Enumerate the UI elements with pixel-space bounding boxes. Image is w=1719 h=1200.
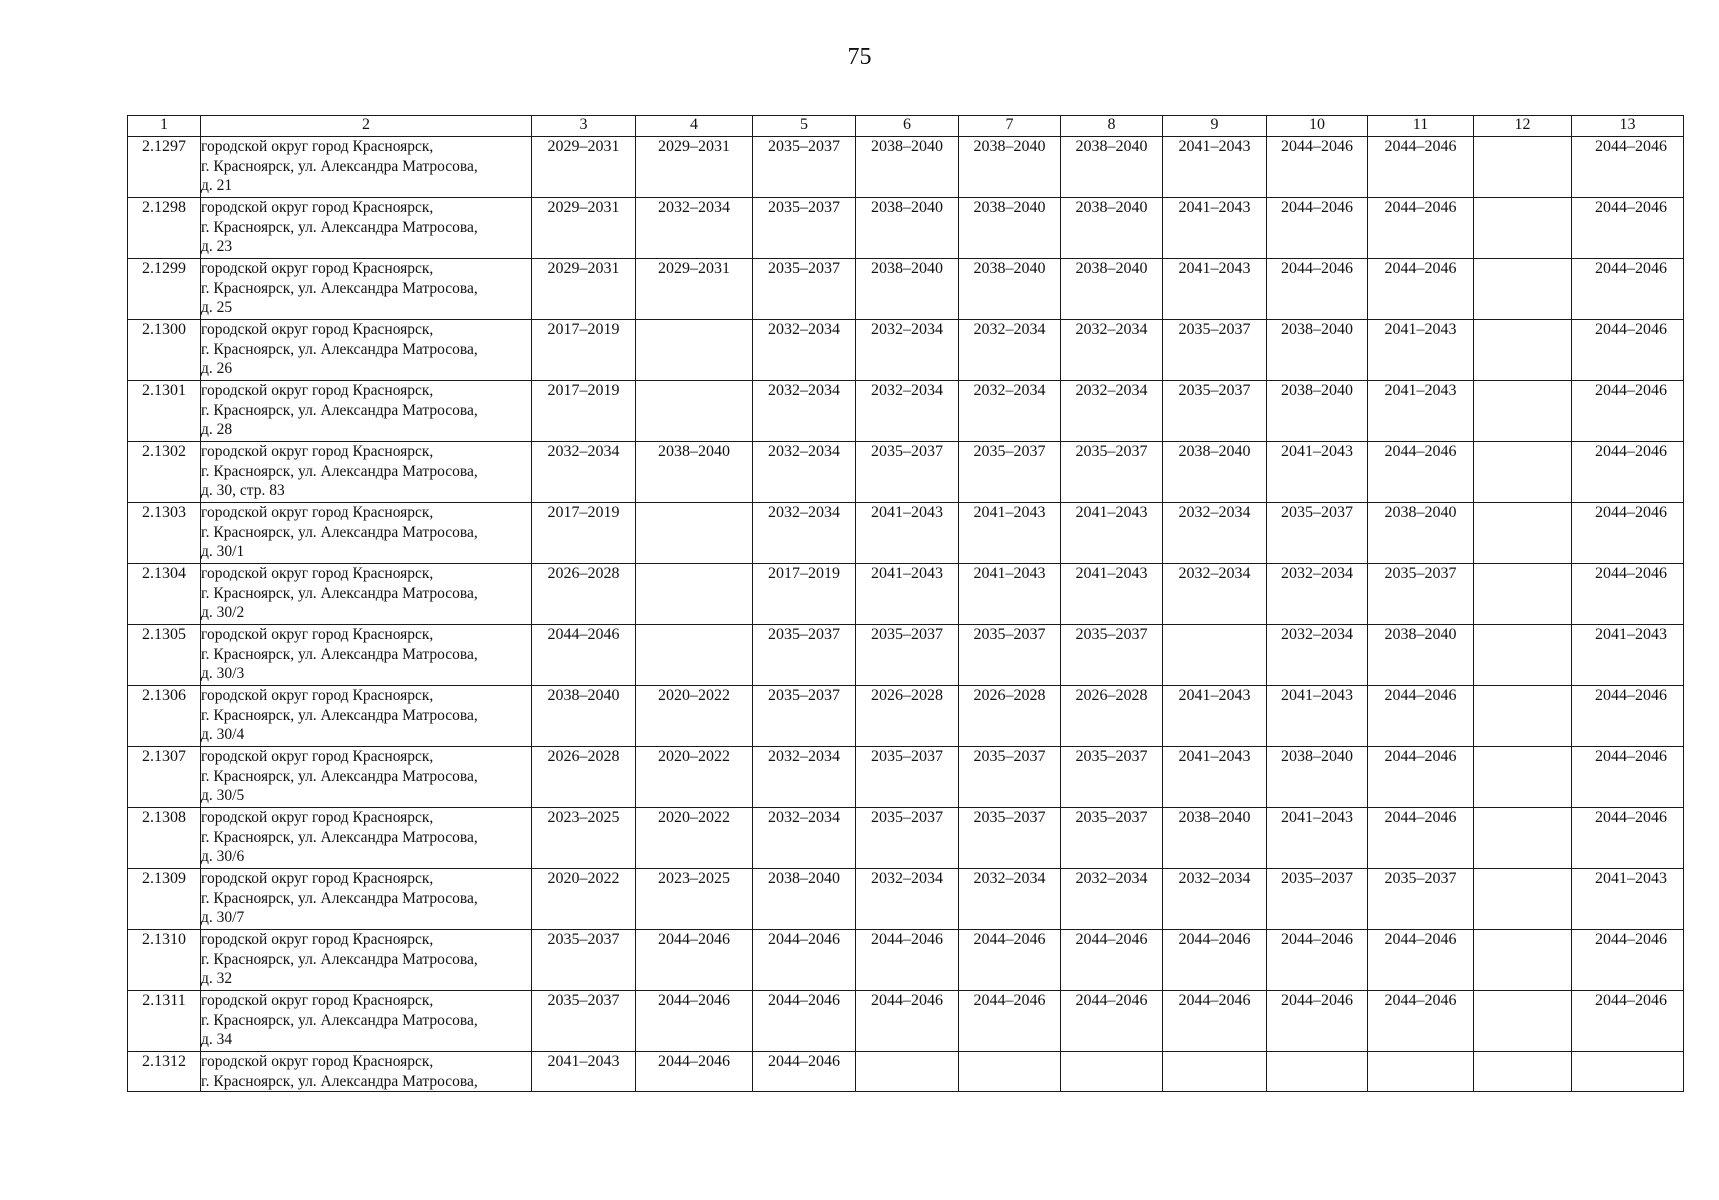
- period-cell: 2044–2046: [1163, 991, 1267, 1052]
- period-cell: [636, 564, 753, 625]
- address-line: д. 21: [201, 177, 233, 194]
- row-number-cell: 2.1303: [128, 503, 201, 564]
- period-cell: [1474, 198, 1572, 259]
- period-cell: 2038–2040: [1368, 625, 1474, 686]
- period-cell: [636, 625, 753, 686]
- period-cell: 2041–2043: [959, 503, 1061, 564]
- column-header: 3: [532, 116, 636, 137]
- period-cell: 2044–2046: [1572, 442, 1684, 503]
- period-cell: 2029–2031: [532, 137, 636, 198]
- period-cell: 2017–2019: [532, 381, 636, 442]
- column-header: 4: [636, 116, 753, 137]
- period-cell: 2038–2040: [1061, 198, 1163, 259]
- period-cell: [1474, 564, 1572, 625]
- period-cell: 2044–2046: [1267, 259, 1368, 320]
- period-cell: 2032–2034: [1267, 564, 1368, 625]
- row-number-cell: 2.1299: [128, 259, 201, 320]
- period-cell: 2044–2046: [1267, 991, 1368, 1052]
- period-cell: 2035–2037: [753, 198, 856, 259]
- period-cell: 2035–2037: [1267, 503, 1368, 564]
- period-cell: 2044–2046: [1368, 137, 1474, 198]
- period-cell: 2044–2046: [1368, 442, 1474, 503]
- period-cell: 2035–2037: [532, 991, 636, 1052]
- period-cell: 2026–2028: [532, 564, 636, 625]
- address-cell: [201, 320, 532, 381]
- period-cell: [636, 503, 753, 564]
- period-cell: 2041–2043: [1163, 137, 1267, 198]
- period-cell: [636, 381, 753, 442]
- address-line: д. 30/4: [201, 726, 245, 743]
- period-cell: 2032–2034: [753, 503, 856, 564]
- address-line: г. Красноярск, ул. Александра Матросова,: [201, 523, 478, 541]
- table-row: [128, 991, 1684, 1052]
- period-cell: 2044–2046: [1572, 747, 1684, 808]
- period-cell: 2044–2046: [1267, 930, 1368, 991]
- address-line: д. 32: [201, 970, 233, 987]
- period-cell: 2038–2040: [1267, 381, 1368, 442]
- column-header: 2: [201, 116, 532, 137]
- period-cell: 2041–2043: [1267, 808, 1368, 869]
- period-cell: 2035–2037: [1267, 869, 1368, 930]
- period-cell: 2032–2034: [636, 198, 753, 259]
- address-line: городской округ город Красноярск,: [201, 1053, 434, 1070]
- address-cell: [201, 259, 532, 320]
- row-number-cell: 2.1307: [128, 747, 201, 808]
- address-line: городской округ город Красноярск,: [201, 443, 434, 460]
- row-number-cell: 2.1298: [128, 198, 201, 259]
- row-number-cell: 2.1306: [128, 686, 201, 747]
- period-cell: 2044–2046: [1061, 991, 1163, 1052]
- period-cell: 2035–2037: [1368, 869, 1474, 930]
- period-cell: [1474, 808, 1572, 869]
- period-cell: 2020–2022: [636, 686, 753, 747]
- address-line: д. 25: [201, 299, 233, 316]
- period-cell: [1474, 1052, 1572, 1092]
- table-row: [128, 503, 1684, 564]
- period-cell: 2032–2034: [1061, 869, 1163, 930]
- period-cell: 2041–2043: [1267, 686, 1368, 747]
- period-cell: 2026–2028: [532, 747, 636, 808]
- period-cell: 2032–2034: [1267, 625, 1368, 686]
- period-cell: 2044–2046: [1368, 686, 1474, 747]
- address-line: г. Красноярск, ул. Александра Матросова,: [201, 218, 478, 236]
- address-line: городской округ город Красноярск,: [201, 992, 434, 1009]
- period-cell: 2041–2043: [1267, 442, 1368, 503]
- period-cell: 2032–2034: [959, 869, 1061, 930]
- period-cell: 2032–2034: [856, 320, 959, 381]
- address-line: д. 28: [201, 421, 233, 438]
- period-cell: 2038–2040: [1267, 320, 1368, 381]
- schedule-table: [127, 115, 1684, 1092]
- period-cell: 2044–2046: [1368, 808, 1474, 869]
- period-cell: 2032–2034: [753, 320, 856, 381]
- address-line: г. Красноярск, ул. Александра Матросова,: [201, 462, 478, 480]
- address-line: городской округ город Красноярск,: [201, 748, 434, 765]
- address-cell: [201, 808, 532, 869]
- header-row: [128, 116, 1684, 137]
- address-line: г. Красноярск, ул. Александра Матросова,: [201, 828, 478, 846]
- address-line: городской округ город Красноярск,: [201, 809, 434, 826]
- period-cell: 2041–2043: [1572, 625, 1684, 686]
- period-cell: 2044–2046: [1572, 137, 1684, 198]
- period-cell: 2026–2028: [959, 686, 1061, 747]
- period-cell: 2032–2034: [959, 381, 1061, 442]
- row-number-cell: 2.1309: [128, 869, 201, 930]
- period-cell: 2044–2046: [1368, 198, 1474, 259]
- address-line: городской округ город Красноярск,: [201, 626, 434, 643]
- address-line: городской округ город Красноярск,: [201, 321, 434, 338]
- row-number-cell: 2.1300: [128, 320, 201, 381]
- period-cell: 2044–2046: [636, 991, 753, 1052]
- period-cell: 2035–2037: [959, 442, 1061, 503]
- period-cell: 2038–2040: [1267, 747, 1368, 808]
- address-line: городской округ город Красноярск,: [201, 260, 434, 277]
- address-line: г. Красноярск, ул. Александра Матросова,: [201, 706, 478, 724]
- period-cell: 2029–2031: [532, 259, 636, 320]
- column-header: 10: [1267, 116, 1368, 137]
- period-cell: 2035–2037: [1163, 381, 1267, 442]
- period-cell: 2035–2037: [753, 625, 856, 686]
- period-cell: 2020–2022: [636, 808, 753, 869]
- period-cell: 2017–2019: [532, 320, 636, 381]
- address-line: д. 30/3: [201, 665, 245, 682]
- period-cell: [1267, 1052, 1368, 1092]
- address-line: городской округ город Красноярск,: [201, 199, 434, 216]
- column-header: 8: [1061, 116, 1163, 137]
- period-cell: 2044–2046: [1572, 564, 1684, 625]
- period-cell: 2041–2043: [856, 564, 959, 625]
- period-cell: 2044–2046: [1572, 808, 1684, 869]
- table-row: [128, 686, 1684, 747]
- address-cell: [201, 747, 532, 808]
- table-row: [128, 442, 1684, 503]
- period-cell: 2038–2040: [856, 198, 959, 259]
- address-line: городской округ город Красноярск,: [201, 870, 434, 887]
- period-cell: 2032–2034: [753, 808, 856, 869]
- period-cell: [1474, 686, 1572, 747]
- period-cell: 2044–2046: [532, 625, 636, 686]
- row-number-cell: 2.1312: [128, 1052, 201, 1092]
- period-cell: 2035–2037: [753, 686, 856, 747]
- period-cell: 2041–2043: [1163, 747, 1267, 808]
- column-header: 12: [1474, 116, 1572, 137]
- address-line: городской округ город Красноярск,: [201, 504, 434, 521]
- column-header: 1: [128, 116, 201, 137]
- period-cell: 2035–2037: [856, 625, 959, 686]
- period-cell: 2032–2034: [753, 747, 856, 808]
- address-cell: [201, 625, 532, 686]
- period-cell: 2032–2034: [753, 442, 856, 503]
- period-cell: 2032–2034: [959, 320, 1061, 381]
- period-cell: 2035–2037: [1368, 564, 1474, 625]
- table-row: [128, 808, 1684, 869]
- period-cell: 2032–2034: [532, 442, 636, 503]
- address-cell: [201, 1052, 532, 1092]
- period-cell: 2041–2043: [1061, 503, 1163, 564]
- period-cell: 2044–2046: [856, 930, 959, 991]
- row-number-cell: 2.1311: [128, 991, 201, 1052]
- address-line: г. Красноярск, ул. Александра Матросова,: [201, 645, 478, 663]
- period-cell: [1572, 1052, 1684, 1092]
- period-cell: 2044–2046: [1267, 198, 1368, 259]
- address-line: г. Красноярск, ул. Александра Матросова,: [201, 584, 478, 602]
- address-line: д. 30/2: [201, 604, 245, 621]
- period-cell: 2032–2034: [856, 381, 959, 442]
- address-line: д. 30/7: [201, 909, 245, 926]
- period-cell: 2038–2040: [1163, 442, 1267, 503]
- period-cell: 2020–2022: [532, 869, 636, 930]
- period-cell: 2038–2040: [959, 137, 1061, 198]
- period-cell: 2038–2040: [856, 137, 959, 198]
- address-cell: [201, 686, 532, 747]
- address-line: г. Красноярск, ул. Александра Матросова,: [201, 279, 478, 297]
- address-line: городской округ город Красноярск,: [201, 931, 434, 948]
- period-cell: [1474, 869, 1572, 930]
- period-cell: 2044–2046: [1572, 686, 1684, 747]
- table-row: [128, 198, 1684, 259]
- address-line: д. 26: [201, 360, 233, 377]
- period-cell: 2044–2046: [959, 991, 1061, 1052]
- period-cell: 2038–2040: [1061, 137, 1163, 198]
- table-row: [128, 1052, 1684, 1092]
- table-row: [128, 747, 1684, 808]
- address-line: г. Красноярск, ул. Александра Матросова,: [201, 767, 478, 785]
- period-cell: [1163, 625, 1267, 686]
- row-number-cell: 2.1304: [128, 564, 201, 625]
- column-header: 13: [1572, 116, 1684, 137]
- period-cell: [636, 320, 753, 381]
- period-cell: 2041–2043: [1368, 381, 1474, 442]
- period-cell: 2044–2046: [1572, 930, 1684, 991]
- period-cell: 2035–2037: [1061, 625, 1163, 686]
- period-cell: 2032–2034: [856, 869, 959, 930]
- period-cell: 2035–2037: [532, 930, 636, 991]
- period-cell: [1474, 320, 1572, 381]
- period-cell: 2044–2046: [1163, 930, 1267, 991]
- period-cell: 2032–2034: [1163, 869, 1267, 930]
- address-line: д. 30/5: [201, 787, 245, 804]
- period-cell: 2029–2031: [636, 259, 753, 320]
- period-cell: [1474, 503, 1572, 564]
- period-cell: [1474, 991, 1572, 1052]
- table-row: [128, 320, 1684, 381]
- address-line: д. 30/1: [201, 543, 245, 560]
- period-cell: 2044–2046: [753, 1052, 856, 1092]
- period-cell: [959, 1052, 1061, 1092]
- period-cell: [1474, 137, 1572, 198]
- address-cell: [201, 442, 532, 503]
- address-line: д. 34: [201, 1031, 233, 1048]
- period-cell: 2041–2043: [1163, 259, 1267, 320]
- period-cell: 2038–2040: [532, 686, 636, 747]
- period-cell: 2044–2046: [1572, 320, 1684, 381]
- period-cell: 2044–2046: [1061, 930, 1163, 991]
- table-row: [128, 564, 1684, 625]
- row-number-cell: 2.1310: [128, 930, 201, 991]
- period-cell: 2044–2046: [636, 930, 753, 991]
- address-line: г. Красноярск, ул. Александра Матросова,: [201, 340, 478, 358]
- column-header: 6: [856, 116, 959, 137]
- address-line: г. Красноярск, ул. Александра Матросова,: [201, 401, 478, 419]
- period-cell: 2044–2046: [959, 930, 1061, 991]
- address-cell: [201, 137, 532, 198]
- period-cell: 2044–2046: [1572, 991, 1684, 1052]
- address-line: г. Красноярск, ул. Александра Матросова,: [201, 1072, 478, 1090]
- period-cell: 2044–2046: [1572, 503, 1684, 564]
- table-row: [128, 381, 1684, 442]
- address-line: городской округ город Красноярск,: [201, 382, 434, 399]
- period-cell: 2044–2046: [1368, 747, 1474, 808]
- period-cell: 2041–2043: [1163, 686, 1267, 747]
- address-line: д. 30, стр. 83: [201, 482, 285, 499]
- column-header: 7: [959, 116, 1061, 137]
- row-number-cell: 2.1308: [128, 808, 201, 869]
- address-cell: [201, 564, 532, 625]
- address-cell: [201, 930, 532, 991]
- address-line: г. Красноярск, ул. Александра Матросова,: [201, 950, 478, 968]
- period-cell: 2035–2037: [1163, 320, 1267, 381]
- period-cell: 2041–2043: [1061, 564, 1163, 625]
- period-cell: 2044–2046: [1572, 259, 1684, 320]
- period-cell: 2044–2046: [636, 1052, 753, 1092]
- address-line: г. Красноярск, ул. Александра Матросова,: [201, 157, 478, 175]
- period-cell: 2038–2040: [1368, 503, 1474, 564]
- period-cell: 2035–2037: [959, 747, 1061, 808]
- period-cell: 2026–2028: [856, 686, 959, 747]
- table-row: [128, 259, 1684, 320]
- address-line: д. 23: [201, 238, 233, 255]
- table-row: [128, 137, 1684, 198]
- column-header: 5: [753, 116, 856, 137]
- address-line: д. 30/6: [201, 848, 245, 865]
- table-row: [128, 869, 1684, 930]
- period-cell: 2038–2040: [636, 442, 753, 503]
- period-cell: 2038–2040: [1163, 808, 1267, 869]
- address-cell: [201, 869, 532, 930]
- table-row: [128, 930, 1684, 991]
- period-cell: 2044–2046: [1267, 137, 1368, 198]
- period-cell: 2035–2037: [1061, 747, 1163, 808]
- table-row: [128, 625, 1684, 686]
- period-cell: 2035–2037: [959, 625, 1061, 686]
- period-cell: 2044–2046: [856, 991, 959, 1052]
- period-cell: 2035–2037: [1061, 808, 1163, 869]
- row-number-cell: 2.1301: [128, 381, 201, 442]
- period-cell: 2035–2037: [856, 747, 959, 808]
- period-cell: 2026–2028: [1061, 686, 1163, 747]
- period-cell: 2041–2043: [1368, 320, 1474, 381]
- period-cell: 2038–2040: [856, 259, 959, 320]
- period-cell: 2035–2037: [959, 808, 1061, 869]
- period-cell: 2029–2031: [532, 198, 636, 259]
- address-line: городской округ город Красноярск,: [201, 565, 434, 582]
- period-cell: 2017–2019: [532, 503, 636, 564]
- period-cell: 2032–2034: [753, 381, 856, 442]
- period-cell: 2035–2037: [753, 137, 856, 198]
- period-cell: [1474, 259, 1572, 320]
- period-cell: 2032–2034: [1061, 320, 1163, 381]
- page-number: 75: [847, 44, 872, 70]
- row-number-cell: 2.1302: [128, 442, 201, 503]
- period-cell: 2044–2046: [1368, 930, 1474, 991]
- period-cell: 2041–2043: [1572, 869, 1684, 930]
- period-cell: 2035–2037: [856, 808, 959, 869]
- address-line: городской округ город Красноярск,: [201, 138, 434, 155]
- period-cell: 2020–2022: [636, 747, 753, 808]
- period-cell: [1474, 625, 1572, 686]
- period-cell: 2032–2034: [1061, 381, 1163, 442]
- period-cell: [1474, 747, 1572, 808]
- table-body: [128, 137, 1684, 1092]
- period-cell: 2041–2043: [959, 564, 1061, 625]
- period-cell: 2044–2046: [753, 991, 856, 1052]
- period-cell: [1163, 1052, 1267, 1092]
- period-cell: [1061, 1052, 1163, 1092]
- period-cell: 2035–2037: [856, 442, 959, 503]
- period-cell: 2017–2019: [753, 564, 856, 625]
- row-number-cell: 2.1297: [128, 137, 201, 198]
- address-cell: [201, 503, 532, 564]
- period-cell: 2035–2037: [753, 259, 856, 320]
- period-cell: 2044–2046: [1572, 381, 1684, 442]
- period-cell: [1368, 1052, 1474, 1092]
- period-cell: 2041–2043: [856, 503, 959, 564]
- period-cell: 2029–2031: [636, 137, 753, 198]
- period-cell: 2038–2040: [959, 198, 1061, 259]
- period-cell: 2032–2034: [1163, 564, 1267, 625]
- period-cell: [1474, 442, 1572, 503]
- address-line: г. Красноярск, ул. Александра Матросова,: [201, 1011, 478, 1029]
- row-number-cell: 2.1305: [128, 625, 201, 686]
- address-line: городской округ город Красноярск,: [201, 687, 434, 704]
- period-cell: 2035–2037: [1061, 442, 1163, 503]
- period-cell: 2023–2025: [636, 869, 753, 930]
- period-cell: [1474, 930, 1572, 991]
- period-cell: 2041–2043: [1163, 198, 1267, 259]
- period-cell: 2032–2034: [1163, 503, 1267, 564]
- period-cell: 2038–2040: [753, 869, 856, 930]
- address-cell: [201, 198, 532, 259]
- period-cell: 2038–2040: [959, 259, 1061, 320]
- period-cell: [856, 1052, 959, 1092]
- period-cell: 2044–2046: [1572, 198, 1684, 259]
- address-cell: [201, 381, 532, 442]
- column-header: 11: [1368, 116, 1474, 137]
- address-line: г. Красноярск, ул. Александра Матросова,: [201, 889, 478, 907]
- period-cell: 2044–2046: [1368, 259, 1474, 320]
- period-cell: 2023–2025: [532, 808, 636, 869]
- period-cell: 2044–2046: [753, 930, 856, 991]
- column-header: 9: [1163, 116, 1267, 137]
- period-cell: 2038–2040: [1061, 259, 1163, 320]
- period-cell: [1474, 381, 1572, 442]
- period-cell: 2044–2046: [1368, 991, 1474, 1052]
- period-cell: 2041–2043: [532, 1052, 636, 1092]
- address-cell: [201, 991, 532, 1052]
